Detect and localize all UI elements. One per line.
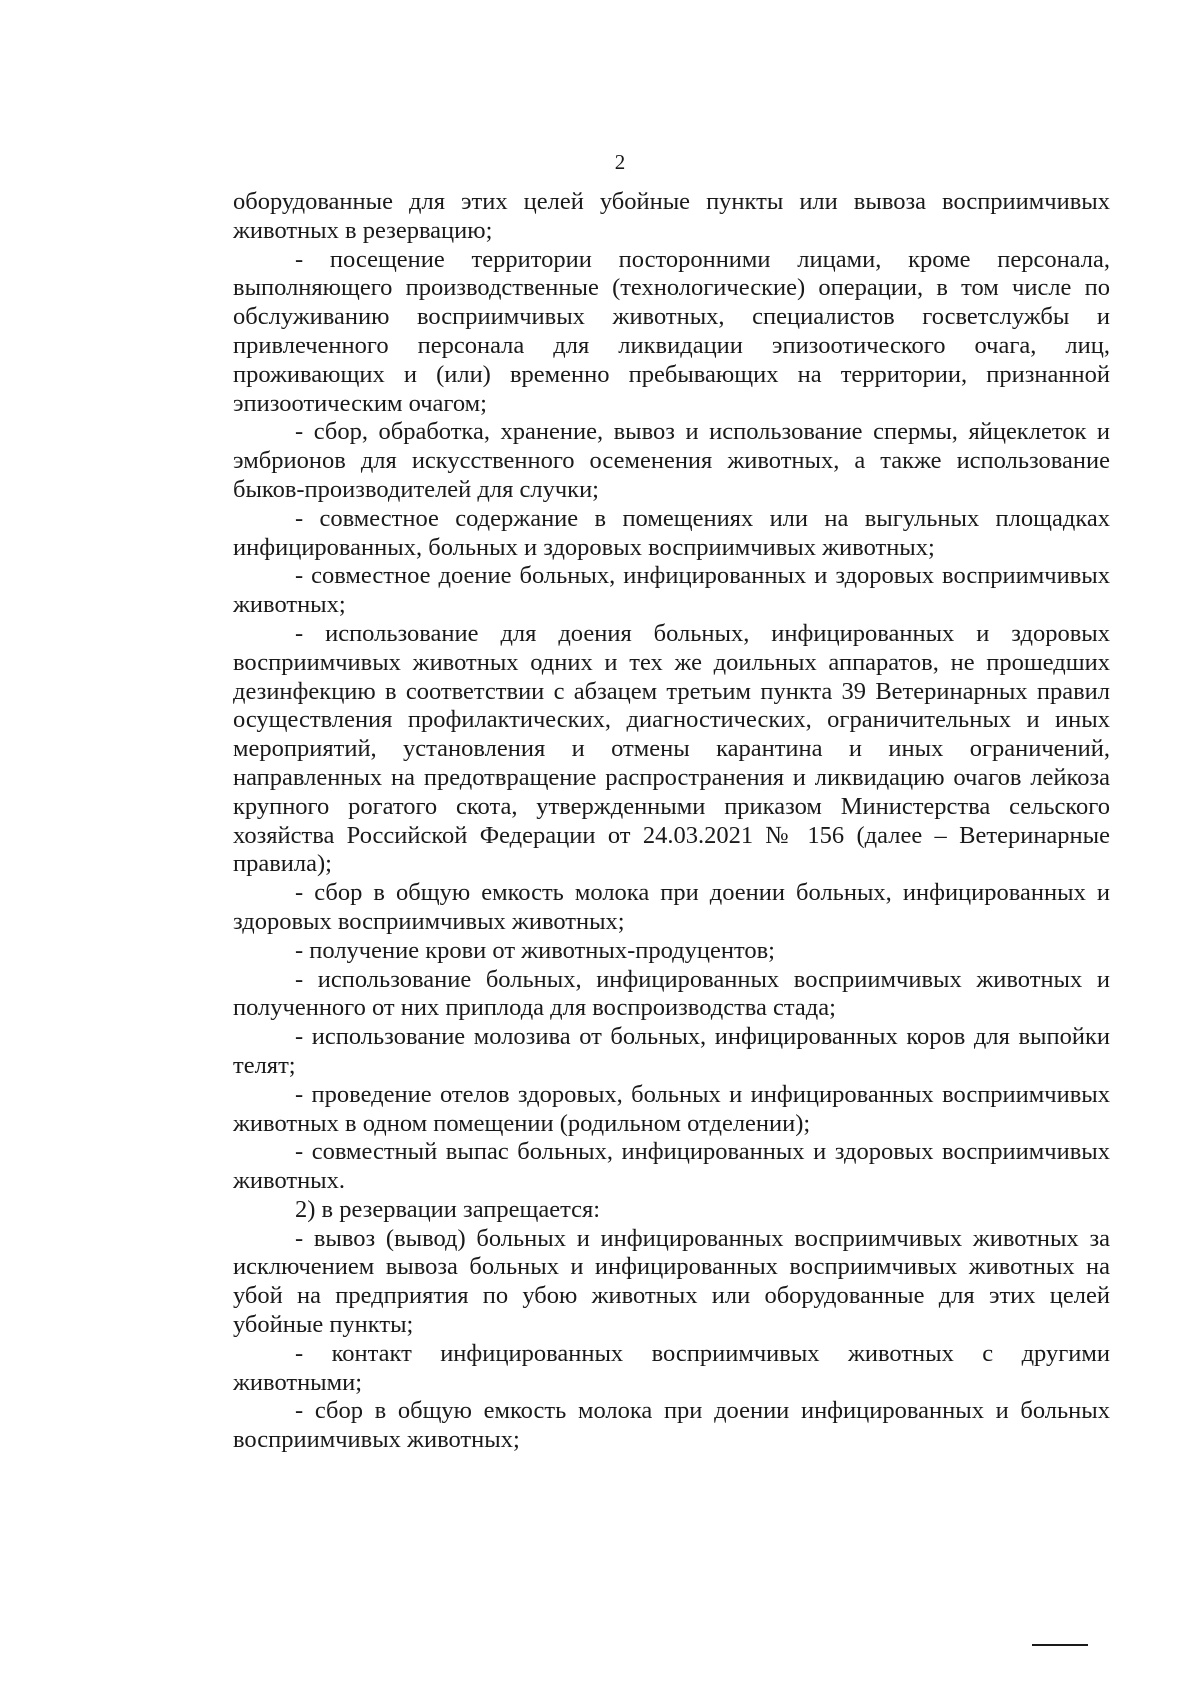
document-body — [233, 188, 1110, 1455]
footer-rule — [1032, 1644, 1088, 1646]
paragraph-joint-housing: - совместное содержание в помещениях или на выгульных площадках инфицированных, больных и здоровых восприимчивых животных; — [233, 504, 1110, 561]
paragraph-reproduction: - использование больных, инфицированных восприимчивых животных и полученного от них приплода для воспроизводства стада; — [233, 965, 1110, 1022]
paragraph-milk-collection-reservation: - сбор в общую емкость молока при доении инфицированных и больных восприимчивых животных; — [233, 1397, 1110, 1454]
paragraph-continuation: оборудованные для этих целей убойные пункты или вывоза восприимчивых животных в резервацию; — [233, 188, 1110, 244]
paragraph-visitor-restriction: - посещение территории посторонними лицами, кроме персонала, выполняющего производственные (технологические) операции, в том числе по обслуживанию восприимчивых животных, специалистов госветслужбы и привлеченного персонала для ликвидации эпизоотического очага, лиц, проживающих и (или) временно пребывающих на территории, признанной эпизоотическим очагом; — [233, 245, 1110, 417]
paragraph-blood-collection: - получение крови от животных-продуцентов; — [295, 936, 775, 964]
paragraph-sperm-embryo: - сбор, обработка, хранение, вывоз и использование спермы, яйцеклеток и эмбрионов для искусственного осеменения животных, а также использование быков-производителей для случки; — [233, 418, 1110, 503]
paragraph-contact-ban: - контакт инфицированных восприимчивых животных с другими животными; — [233, 1339, 1110, 1396]
page-number: 2 — [614, 150, 626, 174]
paragraph-grazing: - совместный выпас больных, инфицированных и здоровых восприимчивых животных. — [233, 1138, 1110, 1195]
paragraph-milking-equipment: - использование для доения больных, инфицированных и здоровых восприимчивых животных одних и тех же доильных аппаратов, не прошедших дезинфекцию в соответствии с абзацем третьим пункта 39 Ветеринарных правил осуществления профилактических, диагностических, ограничительных и иных мероприятий, установления и отмены карантина и иных ограничений, направленных на предотвращение распространения и ликвидацию очагов лейкоза крупного рогатого скота, утвержденными приказом Министерства сельского хозяйства Российской Федерации от 24.03.2021 № 156 (далее – Ветеринарные правила); — [233, 619, 1110, 878]
paragraph-reservation-heading: 2) в резервации запрещается: — [295, 1195, 601, 1223]
paragraph-joint-milking: - совместное доение больных, инфицированных и здоровых восприимчивых животных; — [233, 562, 1110, 619]
paragraph-milk-collection: - сбор в общую емкость молока при доении больных, инфицированных и здоровых восприимчивых животных; — [233, 879, 1110, 935]
paragraph-calving: - проведение отелов здоровых, больных и инфицированных восприимчивых животных в одном помещении (родильном отделении); — [233, 1080, 1110, 1137]
paragraph-colostrum: - использование молозива от больных, инфицированных коров для выпойки телят; — [233, 1023, 1110, 1079]
paragraph-removal-ban: - вывоз (вывод) больных и инфицированных восприимчивых животных за исключением вывоза больных и инфицированных восприимчивых животных на убой на предприятия по убою животных или оборудованные для этих целей убойные пункты; — [233, 1224, 1110, 1339]
